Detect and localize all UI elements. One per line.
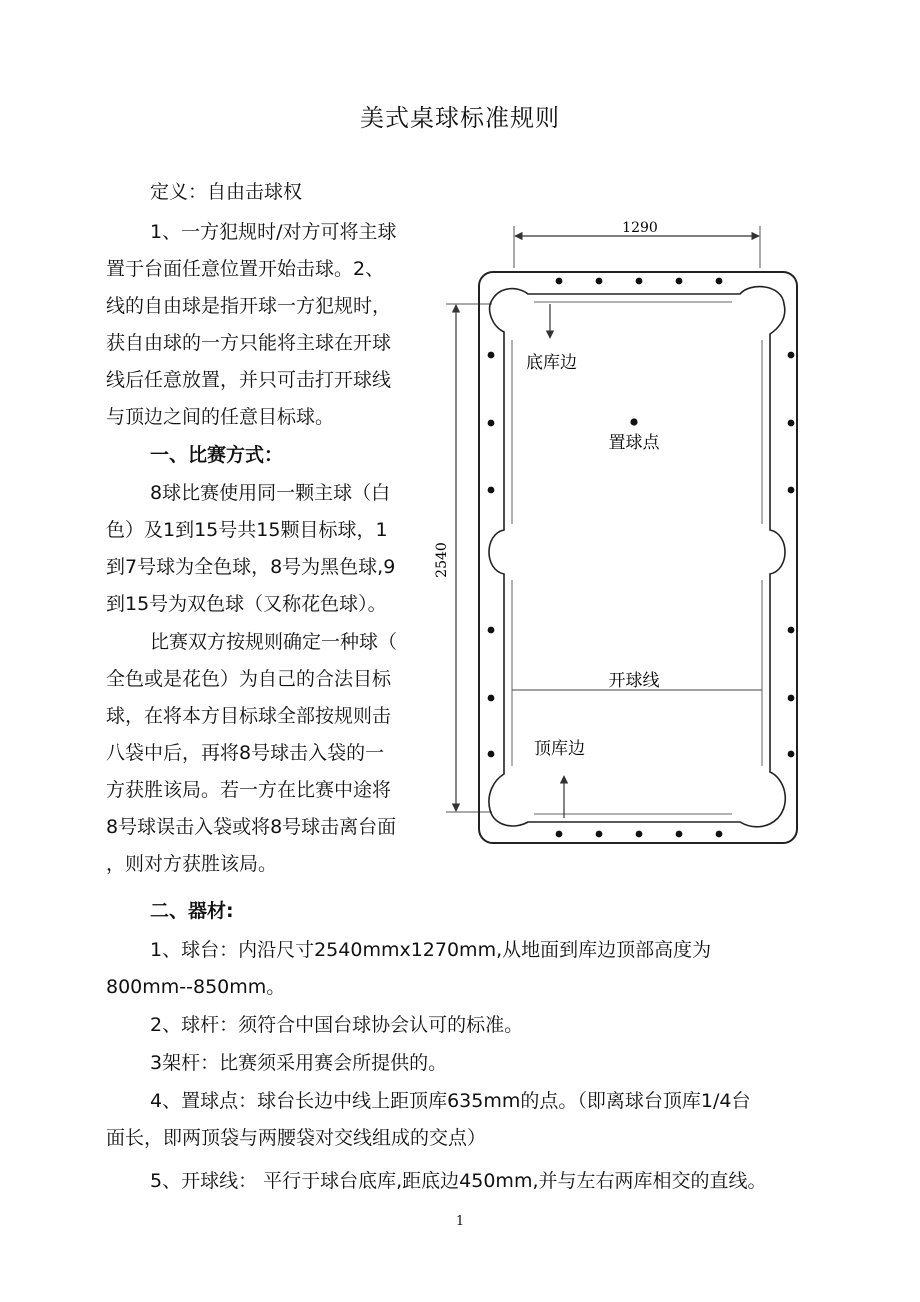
body-line: 比赛双方按规则确定一种球（ xyxy=(150,631,398,653)
body-line: 方获胜该局。若一方在比赛中途将 xyxy=(106,779,392,801)
cushion-inner-lines xyxy=(512,302,762,814)
intro-line: 获自由球的一方只能将主球在开球 xyxy=(106,332,392,354)
equipment-line: 面长，即两顶袋与两腰袋对交线组成的交点） xyxy=(106,1127,487,1149)
body-line: ，则对方获胜该局。 xyxy=(106,853,278,875)
intro-line: 置于台面任意位置开始击球。2、 xyxy=(106,258,385,280)
equipment-line: 1、球台：内沿尺寸2540mmx1270mm,从地面到库边顶部高度为 xyxy=(150,939,712,961)
page-title: 美式桌球标准规则 xyxy=(360,104,560,132)
pool-table-diagram xyxy=(432,212,812,852)
section-heading: 二、器材: xyxy=(150,900,234,922)
equipment-line: 2、球杆：须符合中国台球协会认可的标准。 xyxy=(150,1014,524,1036)
equipment-line: 3架杆：比赛须采用赛会所提供的。 xyxy=(150,1052,448,1074)
intro-line: 与顶边之间的任意目标球。 xyxy=(106,406,335,428)
break-line-label: 开球线 xyxy=(608,671,660,691)
equipment-line: 4、置球点：球台长边中线上距顶库635mm的点。（即离球台顶库1/4台 xyxy=(150,1090,751,1112)
equipment-line: 800mm--850mm。 xyxy=(106,976,286,998)
intro-line: 1、一方犯规时/对方可将主球 xyxy=(150,221,397,243)
page-number: 1 xyxy=(455,1214,465,1229)
width-dimension xyxy=(514,220,760,268)
body-line: 8号球误击入袋或将8号球击离台面 xyxy=(106,816,397,838)
body-line: 球，在将本方目标球全部按规则击 xyxy=(106,705,392,727)
section-heading: 一、比赛方式： xyxy=(150,444,284,466)
top-cushion-label: 顶库边 xyxy=(534,739,585,759)
length-dimension xyxy=(434,304,492,812)
body-line: 到7号球为全色球，8号为黑色球,9 xyxy=(106,556,396,578)
body-line: 色）及1到15号共15颗目标球，1 xyxy=(106,519,388,541)
bottom-cushion-label: 底库边 xyxy=(526,353,577,373)
spot-label: 置球点 xyxy=(608,433,660,453)
spot-dot xyxy=(630,418,637,425)
body-line: 8球比赛使用同一颗主球（白 xyxy=(150,482,391,504)
equipment-line: 5、开球线： 平行于球台底库,距底边450mm,并与左右两库相交的直线。 xyxy=(150,1170,767,1192)
intro-line: 线后任意放置，并只可击打开球线 xyxy=(106,369,392,391)
length-label: 2540 xyxy=(434,542,450,578)
body-line: 全色或是花色）为自己的合法目标 xyxy=(106,668,392,690)
body-line: 八袋中后，再将8号球击入袋的一 xyxy=(106,742,385,764)
definition-line: 定义：自由击球权 xyxy=(150,181,303,203)
body-line: 到15号为双色球（又称花色球）。 xyxy=(106,593,387,615)
width-label: 1290 xyxy=(622,220,658,236)
intro-line: 线的自由球是指开球一方犯规时， xyxy=(106,295,392,317)
